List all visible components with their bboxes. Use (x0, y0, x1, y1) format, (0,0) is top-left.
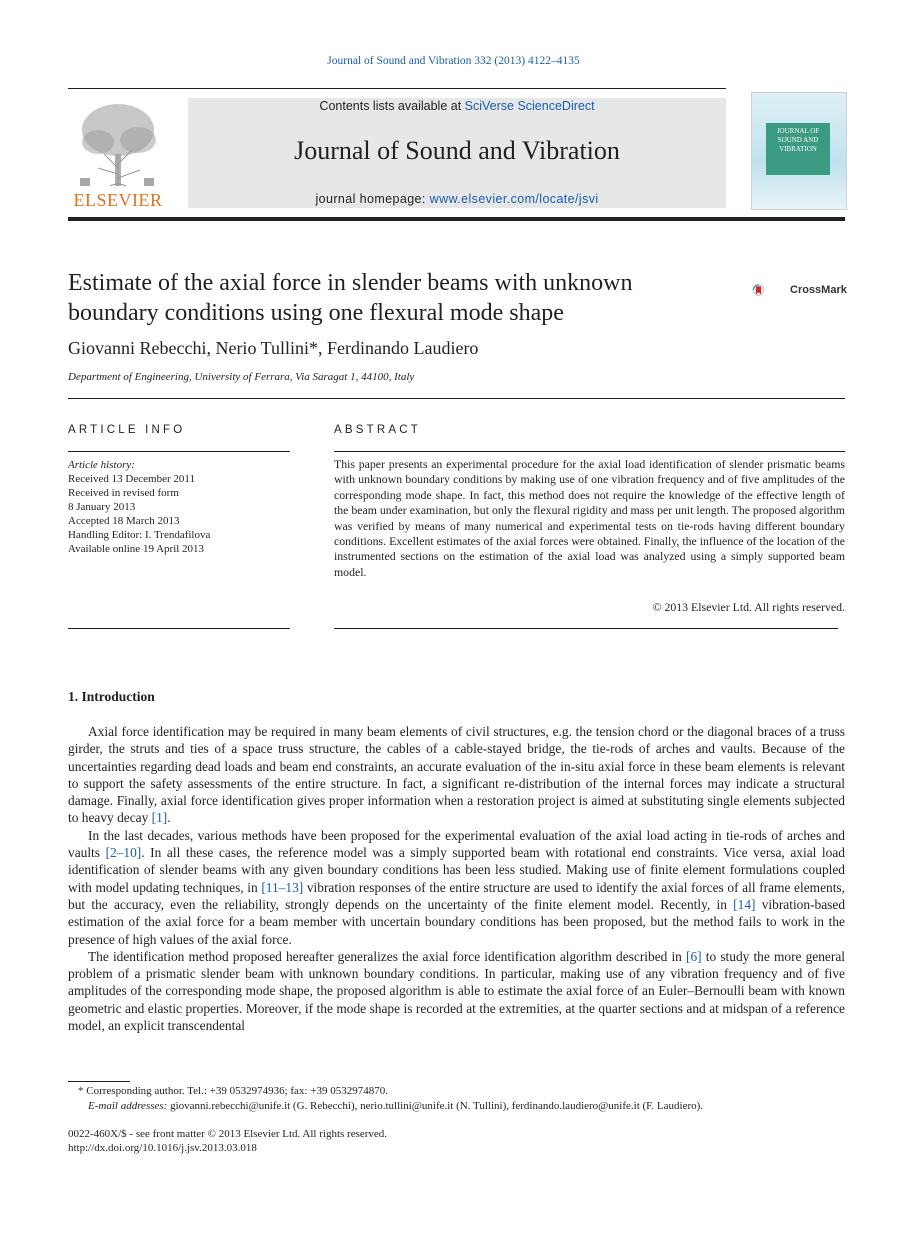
contents-prefix: Contents lists available at (319, 99, 465, 113)
email-footnote (68, 1100, 865, 1112)
paragraph-text: vibration responses of the entire structure are used to identify the axial forces of all frame elements, but the accuracy, even the reliability, strongly depends on the uncertainty of the finite element model. Recently, in (68, 879, 845, 912)
affiliation: Department of Engineering, University of Ferrara, Via Saragat 1, 44100, Italy (68, 371, 415, 383)
journal-cover-image[interactable] (751, 92, 847, 210)
elsevier-wordmark[interactable]: ELSEVIER (73, 190, 163, 210)
footnote-rule (68, 1081, 130, 1082)
paragraph-text: to study the more general problem of a prismatic slender beam with unknown boundary conditions. In particular, making use of any vibration frequency and of five amplitudes of the corresponding mode shape, the proposed algorithm is able to estimate the axial force of an Euler–Bernoulli beam with known geometric and elastic properties. Moreover, if the mode shape is recorded at the extremities, at the quarter sections and at midspan of a reference model, an explicit transcendental (68, 948, 845, 1034)
corresponding-author-footnote: * Corresponding author. Tel.: +39 0532974936; fax: +39 0532974870. (78, 1085, 388, 1097)
abstract-bottom-rule (334, 628, 838, 629)
sciencedirect-link[interactable]: SciVerse ScienceDirect (464, 99, 595, 113)
crossmark-label[interactable]: CrossMark (790, 284, 847, 296)
paragraph (68, 948, 845, 1034)
contents-line (188, 99, 726, 113)
history-item: Received 13 December 2011 (68, 473, 195, 485)
reference-link[interactable]: [1] (151, 810, 168, 826)
paragraph-text: vibration-based estimation of the axial force for a beam member with uncertain boundary conditions has been proposed, but the method fails to work in the presence of high values of the axial force. (68, 896, 846, 947)
email-addresses[interactable]: giovanni.rebecchi@unife.it (G. Rebecchi), nerio.tullini@unife.it (N. Tullini), ferdinando.laudiero@unife.it (F. Laudiero). (167, 1100, 704, 1112)
paragraph-text: Axial force identification may be required in many beam elements of civil structures, e.g. the tension chord or the diagonal braces of a truss girder, the struts and ties of a space truss structure, the cables of a cable-stayed bridge, the tie-rods of arches and vaults. Because of the uncertainties regarding dead loads and beam end constraints, an accurate evaluation of the in-situ axial force in these beam elements is relevant to support the safety assessments of the entire structure. In fact, a significant re-distribution of the internal forces may indicate a structural damage. Finally, axial force identification gives proper information when a restoration project is aimed at substituting single elements subjected to heavy decay (68, 724, 845, 826)
journal-homepage-line (188, 192, 726, 206)
email-label: E-mail addresses: (88, 1100, 168, 1112)
header-thick-rule (68, 217, 845, 221)
paragraph-text: In the last decades, various methods have been proposed for the experimental evaluation of the axial load acting in tie-rods of arches and vaults (68, 827, 845, 861)
section-heading-introduction: 1. Introduction (68, 689, 155, 704)
article-info-heading: ARTICLE INFO (68, 424, 186, 436)
history-item: Received in revised form (68, 487, 179, 499)
paragraph-text: . In all these cases, the reference model was a simply supported beam with rotational end constraints. Vice versa, axial load identification of slender beams with any given boundary conditions has been less studied. Making use of finite element formulations coupled with model updating techniques, in (68, 845, 845, 895)
crossmark-icon[interactable] (752, 272, 788, 308)
history-item: Available online 19 April 2013 (68, 543, 205, 555)
homepage-prefix: journal homepage: (315, 192, 430, 206)
rule-under-affiliation (68, 398, 845, 399)
history-item: 8 January 2013 (68, 501, 136, 513)
issn-line: 0022-460X/$ - see front matter © 2013 Elsevier Ltd. All rights reserved. (68, 1128, 388, 1140)
reference-link[interactable]: [11–13] (261, 879, 304, 895)
introduction-body (68, 723, 845, 1034)
homepage-link[interactable]: www.elsevier.com/locate/jsvi (429, 192, 599, 206)
journal-citation[interactable]: Journal of Sound and Vibration 332 (2013) 4122–4135 (327, 55, 580, 67)
abstract-copyright: © 2013 Elsevier Ltd. All rights reserved. (652, 600, 845, 614)
article-history (68, 458, 290, 556)
paragraph-text: The identification method proposed hereafter generalizes the axial force identification algorithm described in (88, 948, 687, 964)
history-item: Accepted 18 March 2013 (68, 515, 180, 527)
article-info-bottom-rule (68, 628, 290, 629)
article-info-rule (68, 451, 290, 452)
paragraph (68, 827, 845, 948)
reference-link[interactable]: [6] (686, 948, 702, 964)
paragraph-text: . (167, 810, 171, 826)
issn-block (68, 1127, 387, 1155)
author-list: Giovanni Rebecchi, Nerio Tullini*, Ferdinando Laudiero (68, 338, 479, 358)
journal-title: Journal of Sound and Vibration (294, 136, 620, 165)
header-top-rule (68, 88, 726, 89)
history-label: Article history: (68, 459, 135, 471)
cover-title: JOURNAL OF SOUND AND VIBRATION (766, 123, 830, 175)
history-item: Handling Editor: I. Trendafilova (68, 529, 211, 541)
article-title: Estimate of the axial force in slender beams with unknown boundary conditions using one flexural mode shape (68, 270, 633, 326)
reference-link[interactable]: [2–10] (105, 845, 142, 861)
reference-link[interactable]: [14] (733, 896, 756, 912)
doi-link[interactable]: http://dx.doi.org/10.1016/j.jsv.2013.03.018 (68, 1142, 257, 1154)
abstract-heading: ABSTRACT (334, 424, 421, 436)
abstract-rule (334, 451, 845, 452)
abstract-text: This paper presents an experimental procedure for the axial load identification of slender prismatic beams with unknown boundary conditions by making use of one vibration frequency and of five amplitudes of the corresponding mode shape. In fact, this method does not require the knowledge of the effective length of the beam under examination, but only the flexural rigidity and mass per unit length. The proposed algorithm was verified by means of many numerical and experimental tests on tie-rods having different boundary conditions. Excellent estimates of the axial forces were obtained. Finally, the influence of the location of the instrumented sections on the estimation of the axial load was analyzed using a simply supported beam model. (334, 457, 845, 579)
paragraph (68, 723, 845, 827)
